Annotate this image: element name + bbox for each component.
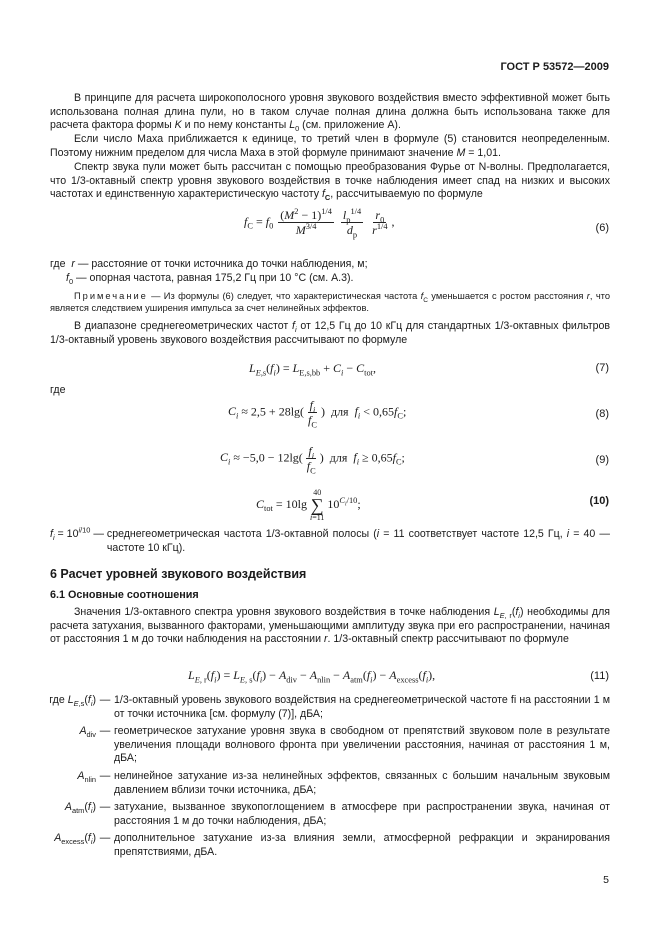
equation-number-8: (8): [595, 408, 609, 420]
formula-7: $L_{E,s}(f_i) = L_{E,s,bb} + C_i - C_{tot}$,: [249, 361, 376, 378]
paragraph-spectrum: Спектр звука пули может быть рассчитан с помощью преобразования Фурье от N-волны. Предполагается, что 1/3-октавный спектр уровня звукового воздействия в точке наблюдения имеет спад на низких и высоких частотах и единственную характеристическую частоту $f_C$, рассчитываемую по формуле: [50, 161, 610, 203]
formula-6: $f_C = f_0$ $\frac{(M^2 - 1)^{1/4}}{M^{3/4}}$ $\frac{l_p^{1/4}}{d_p}$ $\frac{r_0}{r^{1/4}}$ ,: [244, 207, 395, 240]
definition-row: где $L_{E,s}(f_i)$ — 1/3-октавный уровень звукового воздействия на среднегеометрической частоте fi на расстоянии 1 м от точки источника [см. формулу (7)], дБА;: [49, 694, 610, 720]
definition-text: геометрическое затухание уровня звука в свободном от препятствий звуковом поле в результате увеличения площади волнового фронта при увеличении расстояния, начиная от расстояния 1 м, дБА;: [114, 725, 610, 765]
definition-text: дополнительное затухание из-за влияния земли, атмосферной рефракции и экранирования препятствиями, дБА.: [114, 832, 610, 858]
definition-text: 1/3-октавный уровень звукового воздействия на среднегеометрической частоте fi на расстоянии 1 м от точки источника [см. формулу (7)], дБА;: [114, 694, 610, 720]
equation-number-11: (11): [590, 670, 609, 682]
definition-row: $A_{atm}(f_i)$ — затухание, вызванное звукопоглощением в атмосфере при распространении звука, начиная от расстояния 1 м до точки наблюдения, дБА;: [64, 801, 610, 827]
paragraph-frequency-range: В диапазоне среднегеометрических частот $f_i$ от 12,5 Гц до 10 кГц для стандартных 1/3-октавных фильтров 1/3-октавный уровень звукового воздействия рассчитывают по формуле: [50, 320, 610, 346]
section-6-1-heading: 6.1 Основные соотношения: [50, 589, 199, 601]
paragraph-mach-limit: Если число Маха приближается к единице, то третий член в формуле (5) становится неопределенным. Поэтому нижним пределом для числа Маха в этой формуле принимают значение M = 1,01.: [50, 133, 610, 159]
equation-number-9: (9): [595, 454, 609, 466]
where-r-definition: где r — расстояние от точки источника до точки наблюдения, м;: [50, 258, 368, 270]
note-label: Примечание: [74, 291, 148, 301]
paragraph-full-length: В принципе для расчета широкополосного уровня звукового воздействия вместо эффективной может быть использована полная длина пули, но в таком случае полная длина должна быть использована также для расчета фактора формы K и по нему константы $L_0$ (см. приложение А).: [50, 92, 610, 134]
definition-text: нелинейное затухание из-за нелинейных эффектов, связанных с большим начальным звуковым давлением вблизи точки источника, дБА;: [114, 769, 610, 796]
definition-row: $A_{div}$ — геометрическое затухание уровня звука в свободном от препятствий звуковом поле в результате увеличения площади волнового фронта при увеличении расстояния, начиная от расстояния 1 м, дБА;: [79, 725, 610, 765]
formula-10: $C_{tot} = 10\lg$ 40 ∑ i=11 $10^{C_i/10}$;: [256, 488, 361, 522]
definition-row: $A_{excess}(f_i)$ — дополнительное затухание из-за влияния земли, атмосферной рефракции и экранирования препятствиями, дБА.: [54, 832, 610, 858]
paragraph-attenuation: Значения 1/3-октавного спектра уровня звукового воздействия в точке наблюдения $L_{E, r}(f_i)$ необходимы для расчета затухания, вызванного факторами, уменьшающими амплитуду звука при его распространении, начиная от расстояния 1 м до точки наблюдения на расстоянии r. 1/3-октавный спектр рассчитывают по формуле: [50, 606, 610, 646]
definition-row: $A_{nlin}$ — нелинейное затухание из-за нелинейных эффектов, связанных с большим начальным звуковым давлением вблизи точки источника, дБА;: [77, 769, 610, 796]
definition-text: затухание, вызванное звукопоглощением в атмосфере при распространении звука, начиная от расстояния 1 м до точки наблюдения, дБА;: [114, 801, 610, 827]
section-6-heading: 6 Расчет уровней звукового воздействия: [50, 567, 307, 581]
formula-8: $C_i \approx 2,5 + 28\lg$( $\frac{f_i}{f_C}$ ) для $f_i < 0,65f_C$;: [228, 398, 407, 430]
equation-number-10: (10): [589, 495, 609, 507]
equation-number-6: (6): [595, 222, 609, 234]
formula-11: $L_{E, r}(f_i) = L_{E, s}(f_i) - A_{div} - A_{nlin} - A_{atm}(f_i) - A_{excess}(f_i)$,: [188, 668, 436, 685]
where-f0-definition: $f_0$ — опорная частота, равная 175,2 Гц при 10 °С (см. А.3).: [66, 272, 354, 287]
fi-definition: $f_i = 10^{i/10}$ — среднегеометрическая частота 1/3-октавной полосы (i = 11 соответствует частоте 12,5 Гц, i = 40 — частоте 10 кГц).: [50, 525, 610, 554]
note-block: Примечание — Из формулы (6) следует, что характеристическая частота $f_C$ уменьшается с ростом расстояния r, что является следствием уширения импульса за счет нелинейных эффектов.: [50, 291, 610, 313]
standard-code-header: ГОСТ Р 53572—2009: [500, 61, 609, 73]
formula-9: $C_i \approx -5,0 - 12\lg$( $\frac{f_i}{f_C}$ ) для $f_i \ge 0,65f_C$;: [220, 444, 405, 476]
page-number: 5: [603, 874, 609, 886]
where-label: где: [50, 384, 66, 396]
definitions-list: [30, 694, 610, 860]
equation-number-7: (7): [595, 362, 609, 374]
